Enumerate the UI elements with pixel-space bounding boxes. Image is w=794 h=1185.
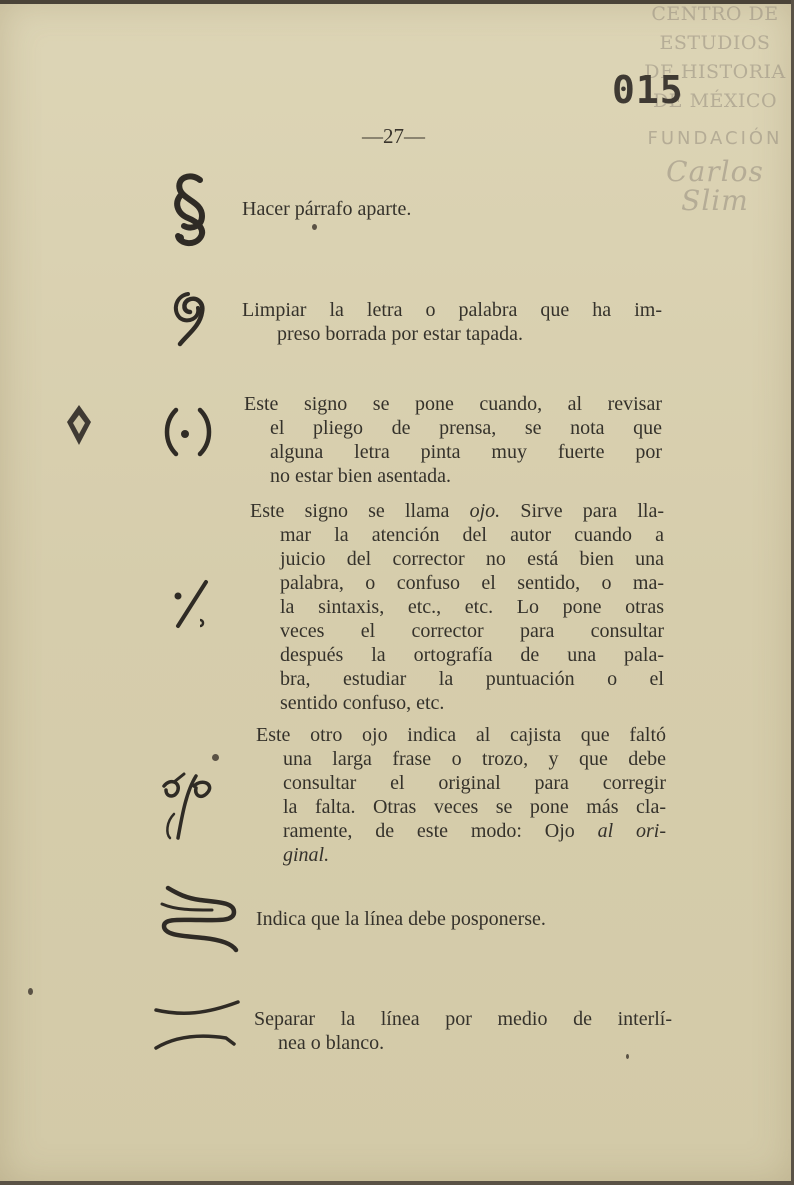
- watermark-foundation: FUNDACIÓN: [647, 128, 783, 149]
- entry-text-line: la falta. Otras veces se pone más cla-: [283, 796, 666, 818]
- entry-text-line: Indica que la línea debe posponerse.: [256, 908, 546, 930]
- entry-text-line: [256, 819, 666, 843]
- entry-text-line: mar la atención del autor cuando a: [280, 524, 664, 546]
- entry-text-line: juicio del corrector no está bien una: [280, 548, 664, 570]
- delete-curl-icon: [168, 286, 212, 348]
- ink-speck: [212, 754, 219, 761]
- entry-text-line: [256, 843, 666, 867]
- ojo-slash-icon: [166, 576, 216, 634]
- entry-text-line: [250, 499, 664, 523]
- entry-text-fragment: Sirve para lla-: [500, 500, 665, 522]
- entry-text-line: una larga frase o trozo, y que debe: [283, 748, 666, 770]
- entry-text-line: nea o blanco.: [278, 1032, 385, 1054]
- entry-paragraph: [254, 1007, 672, 1055]
- entry-text-line: preso borrada por estar tapada.: [277, 323, 523, 345]
- ink-speck: [28, 988, 33, 995]
- interline-space-icon: [152, 996, 242, 1058]
- diamond-ornament-icon: [62, 402, 96, 448]
- entry-text-line: Hacer párrafo aparte.: [242, 198, 412, 220]
- entry-text-line: Este signo se pone cuando, al revisar: [244, 393, 662, 415]
- entry-text-line: Este otro ojo indica al cajista que faltó: [256, 724, 666, 746]
- entry-paragraph: [256, 723, 666, 867]
- entry-italic-term: ginal.: [283, 844, 330, 866]
- entry-text-line: Limpiar la letra o palabra que ha im-: [242, 299, 662, 321]
- entry-text-line: bra, estudiar la puntuación o el: [280, 668, 664, 690]
- entry-text-line: Separar la línea por medio de interlí-: [254, 1008, 672, 1030]
- parentheses-dot-icon: [160, 404, 216, 460]
- entry-text-line: la sintaxis, etc., etc. Lo pone otras: [280, 596, 664, 618]
- entry-italic-term: al ori-: [597, 820, 666, 842]
- entry-text-line: sentido confuso, etc.: [280, 692, 445, 714]
- watermark-line: DE MÉXICO: [652, 90, 778, 112]
- entry-paragraph: [250, 499, 664, 715]
- section-sign-icon: [166, 170, 214, 250]
- entry-paragraph: [244, 392, 662, 488]
- watermark-line: ESTUDIOS: [659, 32, 771, 54]
- ink-speck: [312, 224, 317, 230]
- entry-text-line: palabra, o confuso el sentido, o ma-: [280, 572, 664, 594]
- watermark-line: CENTRO DE: [651, 3, 779, 25]
- entry-paragraph: [242, 298, 662, 346]
- page-number: —27—: [362, 124, 425, 148]
- entry-text-fragment: Este signo se llama: [250, 500, 470, 522]
- entry-paragraph: [242, 197, 662, 221]
- entry-italic-term: ojo.: [469, 500, 501, 522]
- watermark-signature: Carlos Slim: [666, 155, 764, 217]
- entry-text-line: consultar el original para corregir: [283, 772, 666, 794]
- watermark-line: DE HISTORIA: [644, 61, 786, 83]
- page-edge-bottom: [0, 1181, 794, 1185]
- entry-paragraph: [256, 907, 676, 931]
- archive-stamp-number: 015: [612, 68, 684, 112]
- entry-text-line: después la ortografía de una pala-: [280, 644, 664, 666]
- entry-text-fragment: ramente, de este modo: Ojo: [283, 820, 598, 842]
- transpose-line-icon: [156, 884, 242, 954]
- entry-text-line: el pliego de prensa, se nota que: [270, 417, 662, 439]
- ojo-original-icon: [158, 772, 220, 846]
- entry-text-line: alguna letra pinta muy fuerte por: [270, 441, 662, 463]
- entry-text-line: no estar bien asentada.: [270, 465, 452, 487]
- entry-text-line: veces el corrector para consultar: [280, 620, 664, 642]
